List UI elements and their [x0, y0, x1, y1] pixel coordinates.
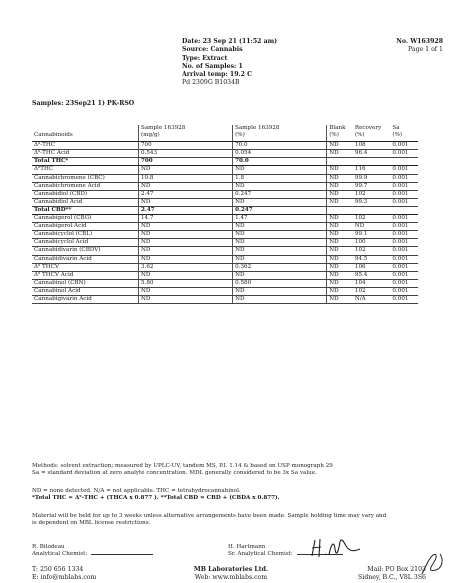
cell-sample-mg: ND: [139, 231, 233, 239]
cell-sa: 0.001: [390, 279, 418, 287]
cell-recovery: 96.4: [353, 150, 391, 158]
cell-sa: 0.001: [390, 190, 418, 198]
cell-cannabinoid: Cannabidivarin (CBDV): [32, 247, 139, 255]
cell-recovery: ND: [353, 223, 391, 231]
cell-recovery: 94.5: [353, 255, 391, 263]
cell-sample-pct: ND: [233, 239, 327, 247]
cell-sample-mg: ND: [139, 247, 233, 255]
cell-cannabinoid: Cannabigerol (CBG): [32, 215, 139, 223]
cell-blank: ND: [327, 271, 353, 279]
report-num-samples: No. of Samples: 1: [182, 62, 243, 70]
cell-blank: ND: [327, 295, 353, 303]
cell-sample-mg: ND: [139, 198, 233, 206]
cell-recovery: 102: [353, 247, 391, 255]
table-row: [32, 287, 418, 295]
cell-sample-pct: 0.247: [233, 206, 327, 214]
footer-phone: T: 250 656 1334: [32, 566, 84, 573]
cell-sa: 0.001: [390, 182, 418, 190]
cell-blank: ND: [327, 215, 353, 223]
col-sample-mg-unit: (mg/g): [141, 132, 160, 139]
cell-cannabinoid: Cannabidiol Acid: [32, 198, 139, 206]
cell-blank: ND: [327, 279, 353, 287]
cell-sample-pct: 0.362: [233, 263, 327, 271]
footer-mail: Mail: PO Box 2103: [367, 566, 426, 573]
total-formula-line: *Total THC = Δ⁹-THC + (THCA x 0.877 ). **Total CBD = CBD + (CBDA x 0.877).: [32, 495, 280, 502]
col-recovery: [353, 125, 391, 142]
cell-sa: 0.001: [390, 239, 418, 247]
col-recovery-title: Recovery: [354, 125, 382, 131]
cell-sa: 0.001: [390, 142, 418, 150]
cell-cannabinoid: Cannabidivarin Acid: [32, 255, 139, 263]
col-sample-pct: [233, 125, 327, 142]
abbreviations-line: ND = none detected. N/A = not applicable. THC = tetrahydrocannabinol.: [32, 488, 241, 494]
cell-sa: [390, 206, 418, 214]
col-sample-pct-title: Sample 163928: [235, 125, 280, 131]
results-table: [32, 125, 418, 304]
cell-blank: ND: [327, 182, 353, 190]
table-row: [32, 174, 418, 182]
cell-sample-pct: 0.247: [233, 190, 327, 198]
cell-sa: 0.001: [390, 231, 418, 239]
cell-sample-mg: 700: [139, 142, 233, 150]
cell-sample-mg: 3.62: [139, 263, 233, 271]
col-sample-mg: [139, 125, 233, 142]
cell-sample-mg: ND: [139, 166, 233, 174]
cell-cannabinoid: Cannabigerol Acid: [32, 223, 139, 231]
cell-cannabinoid: Δ⁹-THC Acid: [32, 150, 139, 158]
cell-recovery: 99.3: [353, 198, 391, 206]
cell-sample-pct: 70.0: [233, 158, 327, 166]
cell-blank: ND: [327, 247, 353, 255]
cell-cannabinoid: Cannabigivarin Acid: [32, 295, 139, 303]
cell-recovery: [353, 206, 391, 214]
report-date: Date: 23 Sep 21 (11:52 am): [182, 38, 278, 45]
cell-blank: ND: [327, 287, 353, 295]
footer-email: E: info@mblabs.com: [32, 574, 97, 582]
sa-definition: Sa = standard deviation at zero analyte concentration. MDL generally considered to be 3x Sa value.: [32, 470, 317, 477]
col-cannabinoids-label: Cannabinoids: [34, 132, 73, 139]
footer-right: [340, 566, 426, 583]
cell-sa: 0.001: [390, 223, 418, 231]
table-row: [32, 279, 418, 287]
cell-cannabinoid: Δ⁹ THCV Acid: [32, 271, 139, 279]
footer-web: Web: www.mblabs.com: [194, 574, 268, 582]
cell-recovery: N/A: [353, 295, 391, 303]
initials-scribble: [418, 548, 448, 578]
results-body: [32, 142, 418, 304]
cell-recovery: 104: [353, 279, 391, 287]
cell-sample-mg: 2.47: [139, 190, 233, 198]
license-line: is dependent on MBL license restrictions.: [32, 520, 151, 527]
table-row: [32, 190, 418, 198]
cell-recovery: 102: [353, 215, 391, 223]
cell-sample-pct: ND: [233, 182, 327, 190]
table-row: [32, 150, 418, 158]
cell-sample-pct: ND: [233, 295, 327, 303]
cell-blank: ND: [327, 150, 353, 158]
methods-line: Methods: solvent extraction; measured by UPLC-UV, tandem MS, P.I. 1.14 & based on USP monograph 29: [32, 463, 333, 469]
abbreviations-note: [32, 488, 432, 503]
cell-sa: 0.001: [390, 287, 418, 295]
cell-recovery: [353, 158, 391, 166]
cell-cannabinoid: Δ⁹ THCV: [32, 263, 139, 271]
cell-sa: 0.001: [390, 255, 418, 263]
table-row: [32, 198, 418, 206]
cell-sample-mg: 700: [139, 158, 233, 166]
report-pd-code: Pd 2309G B1034B: [182, 79, 240, 87]
cell-sample-pct: 1.8: [233, 174, 327, 182]
cell-cannabinoid: Cannabicyclol Acid: [32, 239, 139, 247]
cell-sample-mg: ND: [139, 287, 233, 295]
table-row: [32, 223, 418, 231]
report-source: Source: Cannabis: [182, 46, 243, 54]
col-blank-unit: (%): [329, 132, 339, 139]
left-signer-title-label: Analytical Chemist:: [32, 551, 88, 558]
handwritten-signature: [308, 534, 364, 560]
report-type: Type: Extract: [182, 54, 228, 62]
table-row: [32, 271, 418, 279]
footer-company: MB Laboratories Ltd.: [193, 566, 269, 573]
cell-sample-mg: 2.47: [139, 206, 233, 214]
table-row: [32, 263, 418, 271]
holding-note: [32, 513, 442, 528]
cell-blank: ND: [327, 263, 353, 271]
col-sa-unit: (%): [392, 132, 403, 139]
table-row: [32, 182, 418, 190]
cell-sample-pct: ND: [233, 198, 327, 206]
methods-note: [32, 463, 432, 478]
col-blank-title: Blank: [329, 125, 346, 131]
cell-cannabinoid: Cannabinol Acid: [32, 287, 139, 295]
cell-recovery: 100: [353, 239, 391, 247]
cell-cannabinoid: Cannabicyclol (CBL): [32, 231, 139, 239]
cell-sample-pct: 1.47: [233, 215, 327, 223]
cell-sample-pct: ND: [233, 255, 327, 263]
col-recovery-unit: (%): [354, 132, 365, 139]
col-cannabinoids: [32, 125, 139, 142]
cell-sa: 0.001: [390, 215, 418, 223]
cell-sample-pct: ND: [233, 287, 327, 295]
cell-sample-pct: ND: [233, 231, 327, 239]
cell-blank: ND: [327, 239, 353, 247]
holding-line: Material will be held for up to 3 weeks unless alternative arrangements have been made. Sample holding time may vary and: [32, 513, 387, 519]
col-sample-pct-unit: (%): [235, 132, 245, 139]
cell-sample-pct: 0.054: [233, 150, 327, 158]
cell-sample-pct: 0.580: [233, 279, 327, 287]
cell-recovery: 102: [353, 287, 391, 295]
cell-sa: 0.001: [390, 271, 418, 279]
col-blank: [327, 125, 353, 142]
cell-cannabinoid: Cannabidiol (CBD): [32, 190, 139, 198]
cell-sample-mg: ND: [139, 239, 233, 247]
cell-sa: 0.001: [390, 263, 418, 271]
cell-cannabinoid: Cannabichromene Acid: [32, 182, 139, 190]
cell-recovery: 116: [353, 166, 391, 174]
right-signer-name: H. Hartmann: [228, 544, 266, 550]
cell-sample-mg: ND: [139, 223, 233, 231]
cell-sample-pct: 70.0: [233, 142, 327, 150]
cell-blank: ND: [327, 190, 353, 198]
cell-sample-pct: ND: [233, 223, 327, 231]
cell-sample-pct: ND: [233, 247, 327, 255]
cell-cannabinoid: Total THC*: [32, 158, 139, 166]
table-header-row: [32, 125, 418, 142]
cell-sa: 0.001: [390, 166, 418, 174]
cell-sa: 0.001: [390, 295, 418, 303]
table-row: [32, 142, 418, 150]
cell-sample-mg: ND: [139, 271, 233, 279]
right-signer-title-label: Sr. Analytical Chemist:: [228, 551, 293, 558]
cell-recovery: 106: [353, 263, 391, 271]
col-sa: [390, 125, 418, 142]
cell-blank: ND: [327, 142, 353, 150]
table-total-row: [32, 158, 418, 166]
cell-sample-mg: ND: [139, 182, 233, 190]
cell-blank: [327, 206, 353, 214]
cell-sa: 0.001: [390, 198, 418, 206]
cell-blank: ND: [327, 166, 353, 174]
cell-sample-mg: 14.7: [139, 215, 233, 223]
cell-sample-mg: 10.8: [139, 174, 233, 182]
cell-sample-mg: 0.543: [139, 150, 233, 158]
cell-blank: [327, 158, 353, 166]
table-row: [32, 239, 418, 247]
table-row: [32, 231, 418, 239]
col-sample-mg-title: Sample 163928: [141, 125, 186, 131]
left-signer-title: [32, 551, 153, 558]
footer-left: [32, 566, 96, 583]
report-arrival-temp: Arrival temp: 19.2 C: [182, 71, 253, 79]
table-total-row: [32, 206, 418, 214]
table-row: [32, 215, 418, 223]
footer-center: [186, 566, 276, 583]
table-row: [32, 295, 418, 303]
cell-sa: [390, 158, 418, 166]
report-metadata: [182, 38, 277, 88]
cell-recovery: 99.1: [353, 231, 391, 239]
cell-recovery: 99.7: [353, 182, 391, 190]
cell-cannabinoid: Cannabinol (CBN): [32, 279, 139, 287]
signature-left: [32, 544, 153, 559]
cell-recovery: 102: [353, 190, 391, 198]
cell-sa: 0.001: [390, 150, 418, 158]
cell-sample-mg: ND: [139, 295, 233, 303]
report-number: No. W163928: [396, 38, 443, 45]
cell-blank: ND: [327, 174, 353, 182]
cell-sample-mg: ND: [139, 255, 233, 263]
cell-sample-pct: ND: [233, 166, 327, 174]
cell-sa: 0.001: [390, 247, 418, 255]
cell-cannabinoid: Δ⁸THC: [32, 166, 139, 174]
col-sa-title: Sa: [392, 125, 400, 131]
left-signer-name: R. Bilodeau: [32, 544, 65, 550]
cell-blank: ND: [327, 223, 353, 231]
cell-blank: ND: [327, 255, 353, 263]
cell-sa: 0.001: [390, 174, 418, 182]
cell-recovery: 95.4: [353, 271, 391, 279]
report-number-block: [373, 38, 443, 55]
table-row: [32, 247, 418, 255]
footer-city: Sidney, B.C., V8L 3S6: [358, 574, 426, 582]
table-row: [32, 166, 418, 174]
cell-blank: ND: [327, 198, 353, 206]
cell-cannabinoid: Total CBD**: [32, 206, 139, 214]
signature-right: [228, 544, 343, 559]
page-indicator: Page 1 of 1: [408, 46, 443, 54]
cell-sample-mg: 5.80: [139, 279, 233, 287]
table-row: [32, 255, 418, 263]
samples-label: Samples: 23Sep21 1) PK-RSO: [32, 100, 135, 107]
cell-cannabinoid: Cannabichromene (CBC): [32, 174, 139, 182]
cell-cannabinoid: Δ⁹-THC: [32, 142, 139, 150]
cell-recovery: 108: [353, 142, 391, 150]
cell-recovery: 99.9: [353, 174, 391, 182]
cell-blank: ND: [327, 231, 353, 239]
cell-sample-pct: ND: [233, 271, 327, 279]
left-signature-line: [91, 554, 153, 555]
